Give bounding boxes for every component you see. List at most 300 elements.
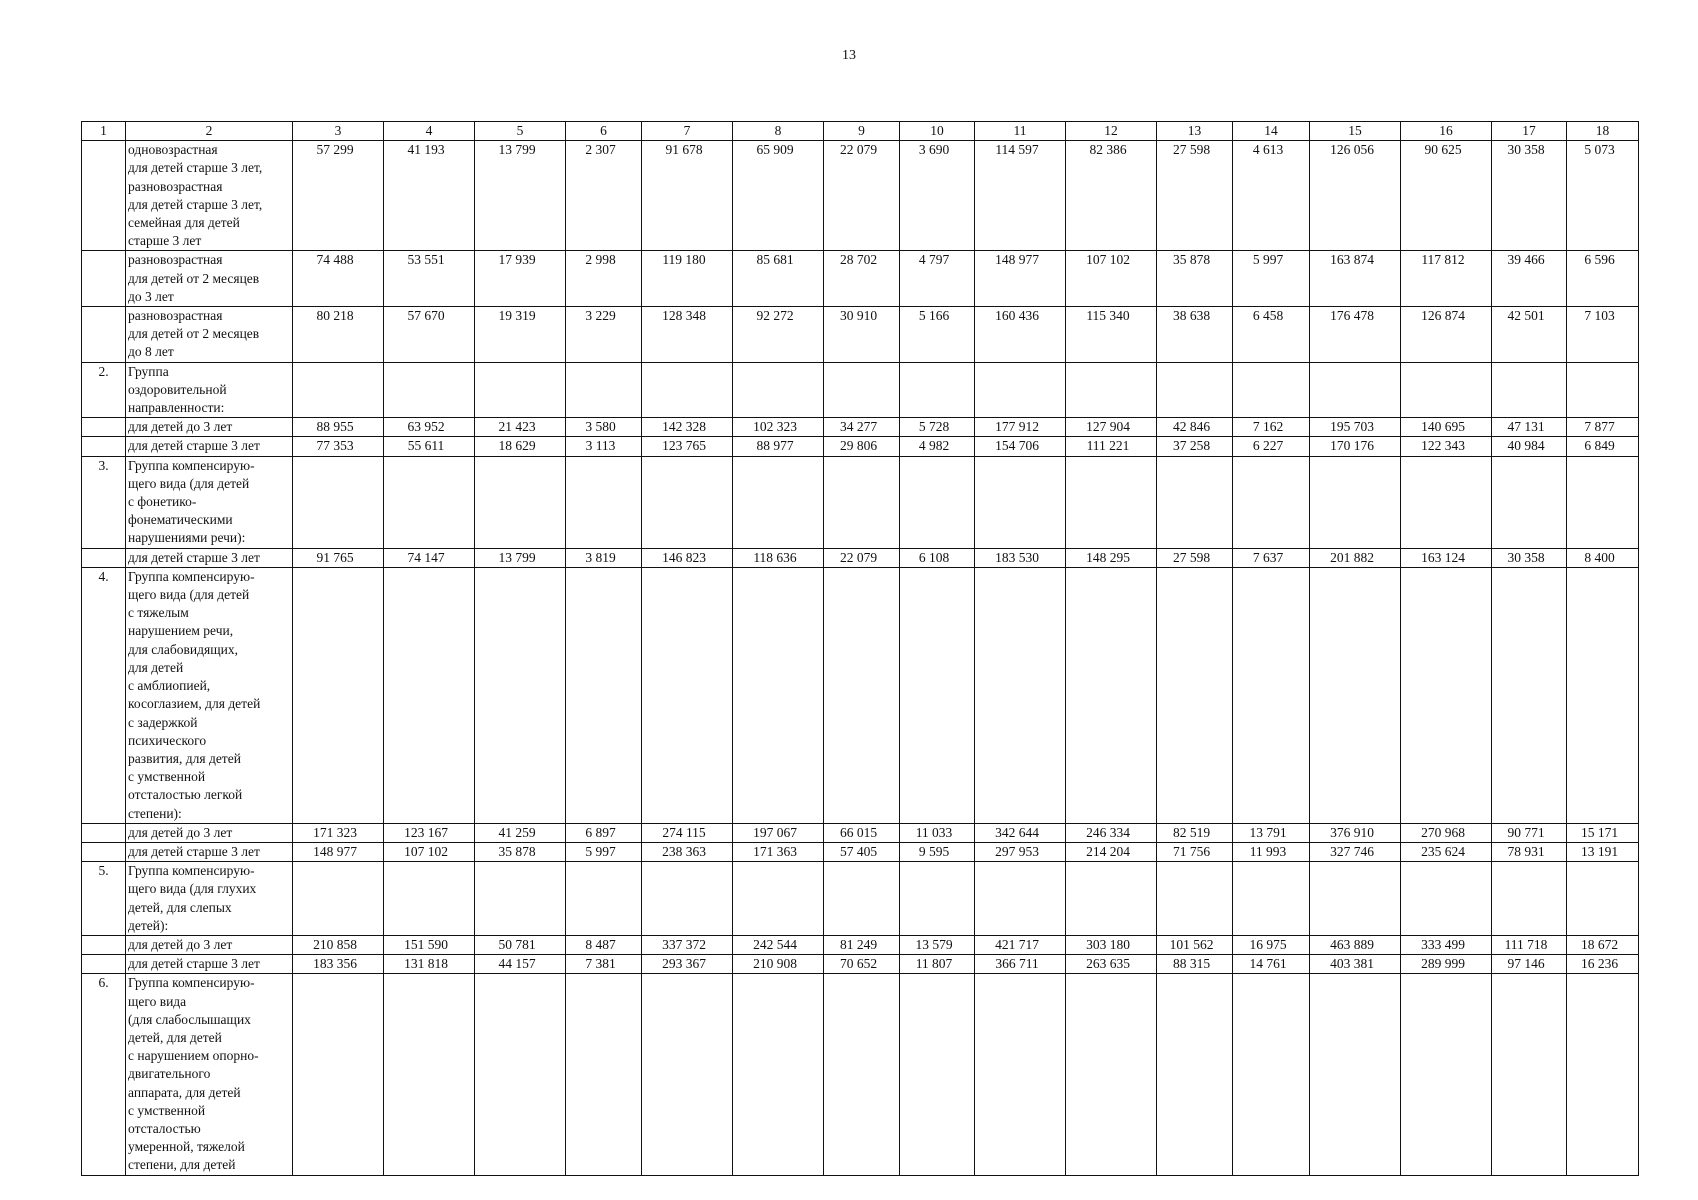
value-cell: 91 678 (642, 141, 733, 251)
value-cell: 303 180 (1066, 935, 1157, 954)
value-cell (1567, 567, 1639, 823)
value-cell (733, 362, 824, 418)
value-cell: 114 597 (975, 141, 1066, 251)
column-header: 7 (642, 122, 733, 141)
row-label: Группа компенсирую- щего вида (для слабослышащих детей, для детей с нарушением опорно- двигательного аппарата, для детей с умственной отсталостью умеренной, тяжелой степени, для детей (126, 974, 293, 1175)
value-cell: 8 487 (566, 935, 642, 954)
value-cell (566, 567, 642, 823)
value-cell: 7 103 (1567, 307, 1639, 363)
row-number (82, 141, 126, 251)
value-cell: 7 877 (1567, 418, 1639, 437)
value-cell (1492, 456, 1567, 548)
value-cell: 17 939 (475, 251, 566, 307)
value-cell: 5 728 (900, 418, 975, 437)
value-cell: 88 315 (1157, 955, 1233, 974)
value-cell (900, 974, 975, 1175)
value-cell (475, 362, 566, 418)
value-cell (1066, 862, 1157, 936)
value-cell: 97 146 (1492, 955, 1567, 974)
row-number (82, 307, 126, 363)
value-cell: 90 625 (1401, 141, 1492, 251)
value-cell (975, 974, 1066, 1175)
value-cell: 22 079 (824, 548, 900, 567)
value-cell: 4 613 (1233, 141, 1310, 251)
value-cell (293, 862, 384, 936)
value-cell: 118 636 (733, 548, 824, 567)
value-cell: 6 897 (566, 823, 642, 842)
value-cell: 88 955 (293, 418, 384, 437)
row-label: для детей старше 3 лет (126, 955, 293, 974)
value-cell: 342 644 (975, 823, 1066, 842)
column-header: 13 (1157, 122, 1233, 141)
value-cell: 11 033 (900, 823, 975, 842)
value-cell (1157, 974, 1233, 1175)
table-row (82, 437, 1639, 456)
value-cell (824, 362, 900, 418)
value-cell: 274 115 (642, 823, 733, 842)
value-cell: 123 765 (642, 437, 733, 456)
table-row (82, 362, 1639, 418)
value-cell (975, 362, 1066, 418)
value-cell: 7 381 (566, 955, 642, 974)
value-cell (1310, 456, 1401, 548)
row-label: для детей старше 3 лет (126, 548, 293, 567)
table-row (82, 955, 1639, 974)
value-cell (1492, 362, 1567, 418)
value-cell: 71 756 (1157, 842, 1233, 861)
value-cell: 13 791 (1233, 823, 1310, 842)
column-header: 15 (1310, 122, 1401, 141)
value-cell: 163 124 (1401, 548, 1492, 567)
value-cell: 3 690 (900, 141, 975, 251)
value-cell (824, 567, 900, 823)
value-cell: 13 579 (900, 935, 975, 954)
value-cell: 15 171 (1567, 823, 1639, 842)
table-body (82, 122, 1639, 1176)
row-number: 5. (82, 862, 126, 936)
value-cell: 270 968 (1401, 823, 1492, 842)
value-cell: 3 229 (566, 307, 642, 363)
value-cell: 111 221 (1066, 437, 1157, 456)
value-cell: 376 910 (1310, 823, 1401, 842)
value-cell: 171 363 (733, 842, 824, 861)
value-cell: 327 746 (1310, 842, 1401, 861)
row-number (82, 418, 126, 437)
value-cell: 183 530 (975, 548, 1066, 567)
row-number: 4. (82, 567, 126, 823)
column-header: 9 (824, 122, 900, 141)
value-cell: 13 799 (475, 141, 566, 251)
value-cell: 263 635 (1066, 955, 1157, 974)
table-row (82, 307, 1639, 363)
value-cell (975, 567, 1066, 823)
value-cell: 242 544 (733, 935, 824, 954)
table-row (82, 141, 1639, 251)
value-cell (1492, 862, 1567, 936)
column-header: 14 (1233, 122, 1310, 141)
value-cell: 16 236 (1567, 955, 1639, 974)
value-cell (1157, 862, 1233, 936)
value-cell (900, 567, 975, 823)
value-cell: 126 874 (1401, 307, 1492, 363)
value-cell: 289 999 (1401, 955, 1492, 974)
value-cell (642, 974, 733, 1175)
value-cell (384, 362, 475, 418)
value-cell (1233, 974, 1310, 1175)
value-cell (1157, 567, 1233, 823)
value-cell (900, 362, 975, 418)
value-cell: 119 180 (642, 251, 733, 307)
value-cell (824, 974, 900, 1175)
value-cell: 18 672 (1567, 935, 1639, 954)
value-cell: 148 977 (293, 842, 384, 861)
column-header: 8 (733, 122, 824, 141)
row-number (82, 437, 126, 456)
value-cell: 50 781 (475, 935, 566, 954)
value-cell: 101 562 (1157, 935, 1233, 954)
value-cell: 57 299 (293, 141, 384, 251)
value-cell (1310, 862, 1401, 936)
value-cell: 41 259 (475, 823, 566, 842)
row-number: 3. (82, 456, 126, 548)
value-cell (1233, 362, 1310, 418)
value-cell: 16 975 (1233, 935, 1310, 954)
value-cell: 90 771 (1492, 823, 1567, 842)
header-row (82, 122, 1639, 141)
value-cell: 35 878 (475, 842, 566, 861)
value-cell (824, 862, 900, 936)
value-cell: 151 590 (384, 935, 475, 954)
row-label: разновозрастная для детей от 2 месяцев до 3 лет (126, 251, 293, 307)
value-cell: 297 953 (975, 842, 1066, 861)
value-cell: 5 997 (566, 842, 642, 861)
value-cell: 81 249 (824, 935, 900, 954)
value-cell: 142 328 (642, 418, 733, 437)
value-cell: 111 718 (1492, 935, 1567, 954)
value-cell (566, 862, 642, 936)
value-cell (1401, 567, 1492, 823)
value-cell: 235 624 (1401, 842, 1492, 861)
value-cell: 42 501 (1492, 307, 1567, 363)
value-cell (1233, 567, 1310, 823)
value-cell: 163 874 (1310, 251, 1401, 307)
value-cell: 82 386 (1066, 141, 1157, 251)
value-cell: 70 652 (824, 955, 900, 974)
value-cell: 107 102 (384, 842, 475, 861)
value-cell (293, 974, 384, 1175)
value-cell: 421 717 (975, 935, 1066, 954)
value-cell (475, 456, 566, 548)
value-cell: 18 629 (475, 437, 566, 456)
value-cell: 3 113 (566, 437, 642, 456)
row-label: одновозрастная для детей старше 3 лет, разновозрастная для детей старше 3 лет, семейная для детей старше 3 лет (126, 141, 293, 251)
row-label: для детей старше 3 лет (126, 842, 293, 861)
value-cell: 9 595 (900, 842, 975, 861)
value-cell: 27 598 (1157, 548, 1233, 567)
value-cell: 6 227 (1233, 437, 1310, 456)
row-label: разновозрастная для детей от 2 месяцев до 8 лет (126, 307, 293, 363)
value-cell: 154 706 (975, 437, 1066, 456)
table-row (82, 974, 1639, 1175)
value-cell (642, 567, 733, 823)
value-cell: 39 466 (1492, 251, 1567, 307)
value-cell: 22 079 (824, 141, 900, 251)
value-cell (475, 567, 566, 823)
value-cell: 8 400 (1567, 548, 1639, 567)
value-cell (1310, 567, 1401, 823)
value-cell: 337 372 (642, 935, 733, 954)
value-cell: 366 711 (975, 955, 1066, 974)
value-cell (1401, 362, 1492, 418)
value-cell (1310, 362, 1401, 418)
value-cell: 27 598 (1157, 141, 1233, 251)
value-cell: 47 131 (1492, 418, 1567, 437)
value-cell: 201 882 (1310, 548, 1401, 567)
value-cell (1567, 456, 1639, 548)
value-cell: 19 319 (475, 307, 566, 363)
row-number (82, 251, 126, 307)
table-row (82, 842, 1639, 861)
value-cell: 210 858 (293, 935, 384, 954)
value-cell: 6 458 (1233, 307, 1310, 363)
value-cell (475, 862, 566, 936)
value-cell: 197 067 (733, 823, 824, 842)
value-cell: 66 015 (824, 823, 900, 842)
table-row (82, 456, 1639, 548)
row-number: 2. (82, 362, 126, 418)
value-cell: 65 909 (733, 141, 824, 251)
value-cell: 91 765 (293, 548, 384, 567)
value-cell (1401, 974, 1492, 1175)
value-cell: 2 307 (566, 141, 642, 251)
value-cell: 128 348 (642, 307, 733, 363)
value-cell (384, 974, 475, 1175)
value-cell (1233, 862, 1310, 936)
value-cell: 85 681 (733, 251, 824, 307)
value-cell (733, 567, 824, 823)
value-cell (900, 456, 975, 548)
table-row (82, 418, 1639, 437)
value-cell (975, 456, 1066, 548)
value-cell: 160 436 (975, 307, 1066, 363)
value-cell (733, 456, 824, 548)
value-cell: 57 405 (824, 842, 900, 861)
value-cell: 13 191 (1567, 842, 1639, 861)
value-cell (733, 974, 824, 1175)
value-cell (566, 974, 642, 1175)
page-number: 13 (842, 48, 856, 63)
table-row (82, 823, 1639, 842)
value-cell (384, 862, 475, 936)
column-header: 11 (975, 122, 1066, 141)
value-cell: 2 998 (566, 251, 642, 307)
row-number: 6. (82, 974, 126, 1175)
value-cell (733, 862, 824, 936)
value-cell: 171 323 (293, 823, 384, 842)
value-cell: 55 611 (384, 437, 475, 456)
row-number (82, 842, 126, 861)
value-cell: 77 353 (293, 437, 384, 456)
value-cell: 5 166 (900, 307, 975, 363)
column-header: 6 (566, 122, 642, 141)
value-cell: 37 258 (1157, 437, 1233, 456)
value-cell: 80 218 (293, 307, 384, 363)
row-number (82, 955, 126, 974)
value-cell: 293 367 (642, 955, 733, 974)
value-cell (1567, 862, 1639, 936)
row-label: для детей до 3 лет (126, 418, 293, 437)
value-cell: 126 056 (1310, 141, 1401, 251)
value-cell: 5 073 (1567, 141, 1639, 251)
value-cell: 53 551 (384, 251, 475, 307)
value-cell: 107 102 (1066, 251, 1157, 307)
value-cell: 148 295 (1066, 548, 1157, 567)
table-row (82, 251, 1639, 307)
row-label: для детей до 3 лет (126, 935, 293, 954)
value-cell: 11 993 (1233, 842, 1310, 861)
table-row (82, 567, 1639, 823)
value-cell: 78 931 (1492, 842, 1567, 861)
value-cell (1567, 362, 1639, 418)
value-cell: 82 519 (1157, 823, 1233, 842)
value-cell: 6 849 (1567, 437, 1639, 456)
column-header: 2 (126, 122, 293, 141)
column-header: 18 (1567, 122, 1639, 141)
value-cell (384, 456, 475, 548)
value-cell: 146 823 (642, 548, 733, 567)
column-header: 4 (384, 122, 475, 141)
column-header: 3 (293, 122, 384, 141)
row-label: Группа компенсирую- щего вида (для детей с фонетико- фонематическими нарушениями речи): (126, 456, 293, 548)
value-cell: 42 846 (1157, 418, 1233, 437)
value-cell: 210 908 (733, 955, 824, 974)
value-cell: 88 977 (733, 437, 824, 456)
value-cell: 57 670 (384, 307, 475, 363)
column-header: 17 (1492, 122, 1567, 141)
value-cell: 5 997 (1233, 251, 1310, 307)
value-cell: 44 157 (475, 955, 566, 974)
value-cell: 183 356 (293, 955, 384, 974)
value-cell: 34 277 (824, 418, 900, 437)
column-header: 16 (1401, 122, 1492, 141)
value-cell (824, 456, 900, 548)
value-cell: 176 478 (1310, 307, 1401, 363)
value-cell (293, 362, 384, 418)
value-cell: 13 799 (475, 548, 566, 567)
row-number (82, 548, 126, 567)
value-cell: 30 910 (824, 307, 900, 363)
value-cell: 21 423 (475, 418, 566, 437)
value-cell: 92 272 (733, 307, 824, 363)
value-cell (384, 567, 475, 823)
value-cell (1567, 974, 1639, 1175)
row-label: Группа компенсирую- щего вида (для детей с тяжелым нарушением речи, для слабовидящих, для детей с амблиопией, косоглазием, для детей с задержкой психического развития, для детей с умственной отсталостью легкой степени): (126, 567, 293, 823)
column-header: 1 (82, 122, 126, 141)
value-cell (642, 456, 733, 548)
value-cell: 195 703 (1310, 418, 1401, 437)
column-header: 12 (1066, 122, 1157, 141)
value-cell: 3 819 (566, 548, 642, 567)
value-cell: 63 952 (384, 418, 475, 437)
value-cell: 41 193 (384, 141, 475, 251)
data-table (81, 121, 1639, 1176)
table-row (82, 548, 1639, 567)
value-cell: 38 638 (1157, 307, 1233, 363)
value-cell (1233, 456, 1310, 548)
value-cell (475, 974, 566, 1175)
value-cell: 29 806 (824, 437, 900, 456)
value-cell: 131 818 (384, 955, 475, 974)
value-cell (642, 362, 733, 418)
value-cell: 7 637 (1233, 548, 1310, 567)
value-cell (900, 862, 975, 936)
value-cell (293, 567, 384, 823)
value-cell (642, 862, 733, 936)
value-cell: 14 761 (1233, 955, 1310, 974)
value-cell (1066, 362, 1157, 418)
value-cell (1492, 567, 1567, 823)
value-cell (1066, 456, 1157, 548)
value-cell (566, 362, 642, 418)
value-cell: 122 343 (1401, 437, 1492, 456)
value-cell: 102 323 (733, 418, 824, 437)
value-cell (1157, 456, 1233, 548)
value-cell: 170 176 (1310, 437, 1401, 456)
value-cell (1157, 362, 1233, 418)
value-cell: 117 812 (1401, 251, 1492, 307)
value-cell: 246 334 (1066, 823, 1157, 842)
value-cell: 140 695 (1401, 418, 1492, 437)
value-cell: 127 904 (1066, 418, 1157, 437)
value-cell: 123 167 (384, 823, 475, 842)
value-cell (975, 862, 1066, 936)
value-cell (1401, 456, 1492, 548)
value-cell: 30 358 (1492, 548, 1567, 567)
value-cell: 115 340 (1066, 307, 1157, 363)
value-cell: 4 982 (900, 437, 975, 456)
row-number (82, 823, 126, 842)
value-cell: 28 702 (824, 251, 900, 307)
value-cell: 11 807 (900, 955, 975, 974)
value-cell: 4 797 (900, 251, 975, 307)
column-header: 10 (900, 122, 975, 141)
table-row (82, 862, 1639, 936)
row-label: для детей старше 3 лет (126, 437, 293, 456)
row-number (82, 935, 126, 954)
value-cell (566, 456, 642, 548)
value-cell (1066, 567, 1157, 823)
value-cell: 6 108 (900, 548, 975, 567)
value-cell: 35 878 (1157, 251, 1233, 307)
value-cell: 214 204 (1066, 842, 1157, 861)
value-cell (293, 456, 384, 548)
value-cell: 238 363 (642, 842, 733, 861)
table-row (82, 935, 1639, 954)
value-cell: 177 912 (975, 418, 1066, 437)
value-cell: 403 381 (1310, 955, 1401, 974)
value-cell: 40 984 (1492, 437, 1567, 456)
value-cell (1310, 974, 1401, 1175)
value-cell: 74 147 (384, 548, 475, 567)
column-header: 5 (475, 122, 566, 141)
value-cell: 74 488 (293, 251, 384, 307)
value-cell: 6 596 (1567, 251, 1639, 307)
value-cell (1401, 862, 1492, 936)
value-cell (1492, 974, 1567, 1175)
value-cell: 3 580 (566, 418, 642, 437)
value-cell: 30 358 (1492, 141, 1567, 251)
row-label: Группа оздоровительной направленности: (126, 362, 293, 418)
